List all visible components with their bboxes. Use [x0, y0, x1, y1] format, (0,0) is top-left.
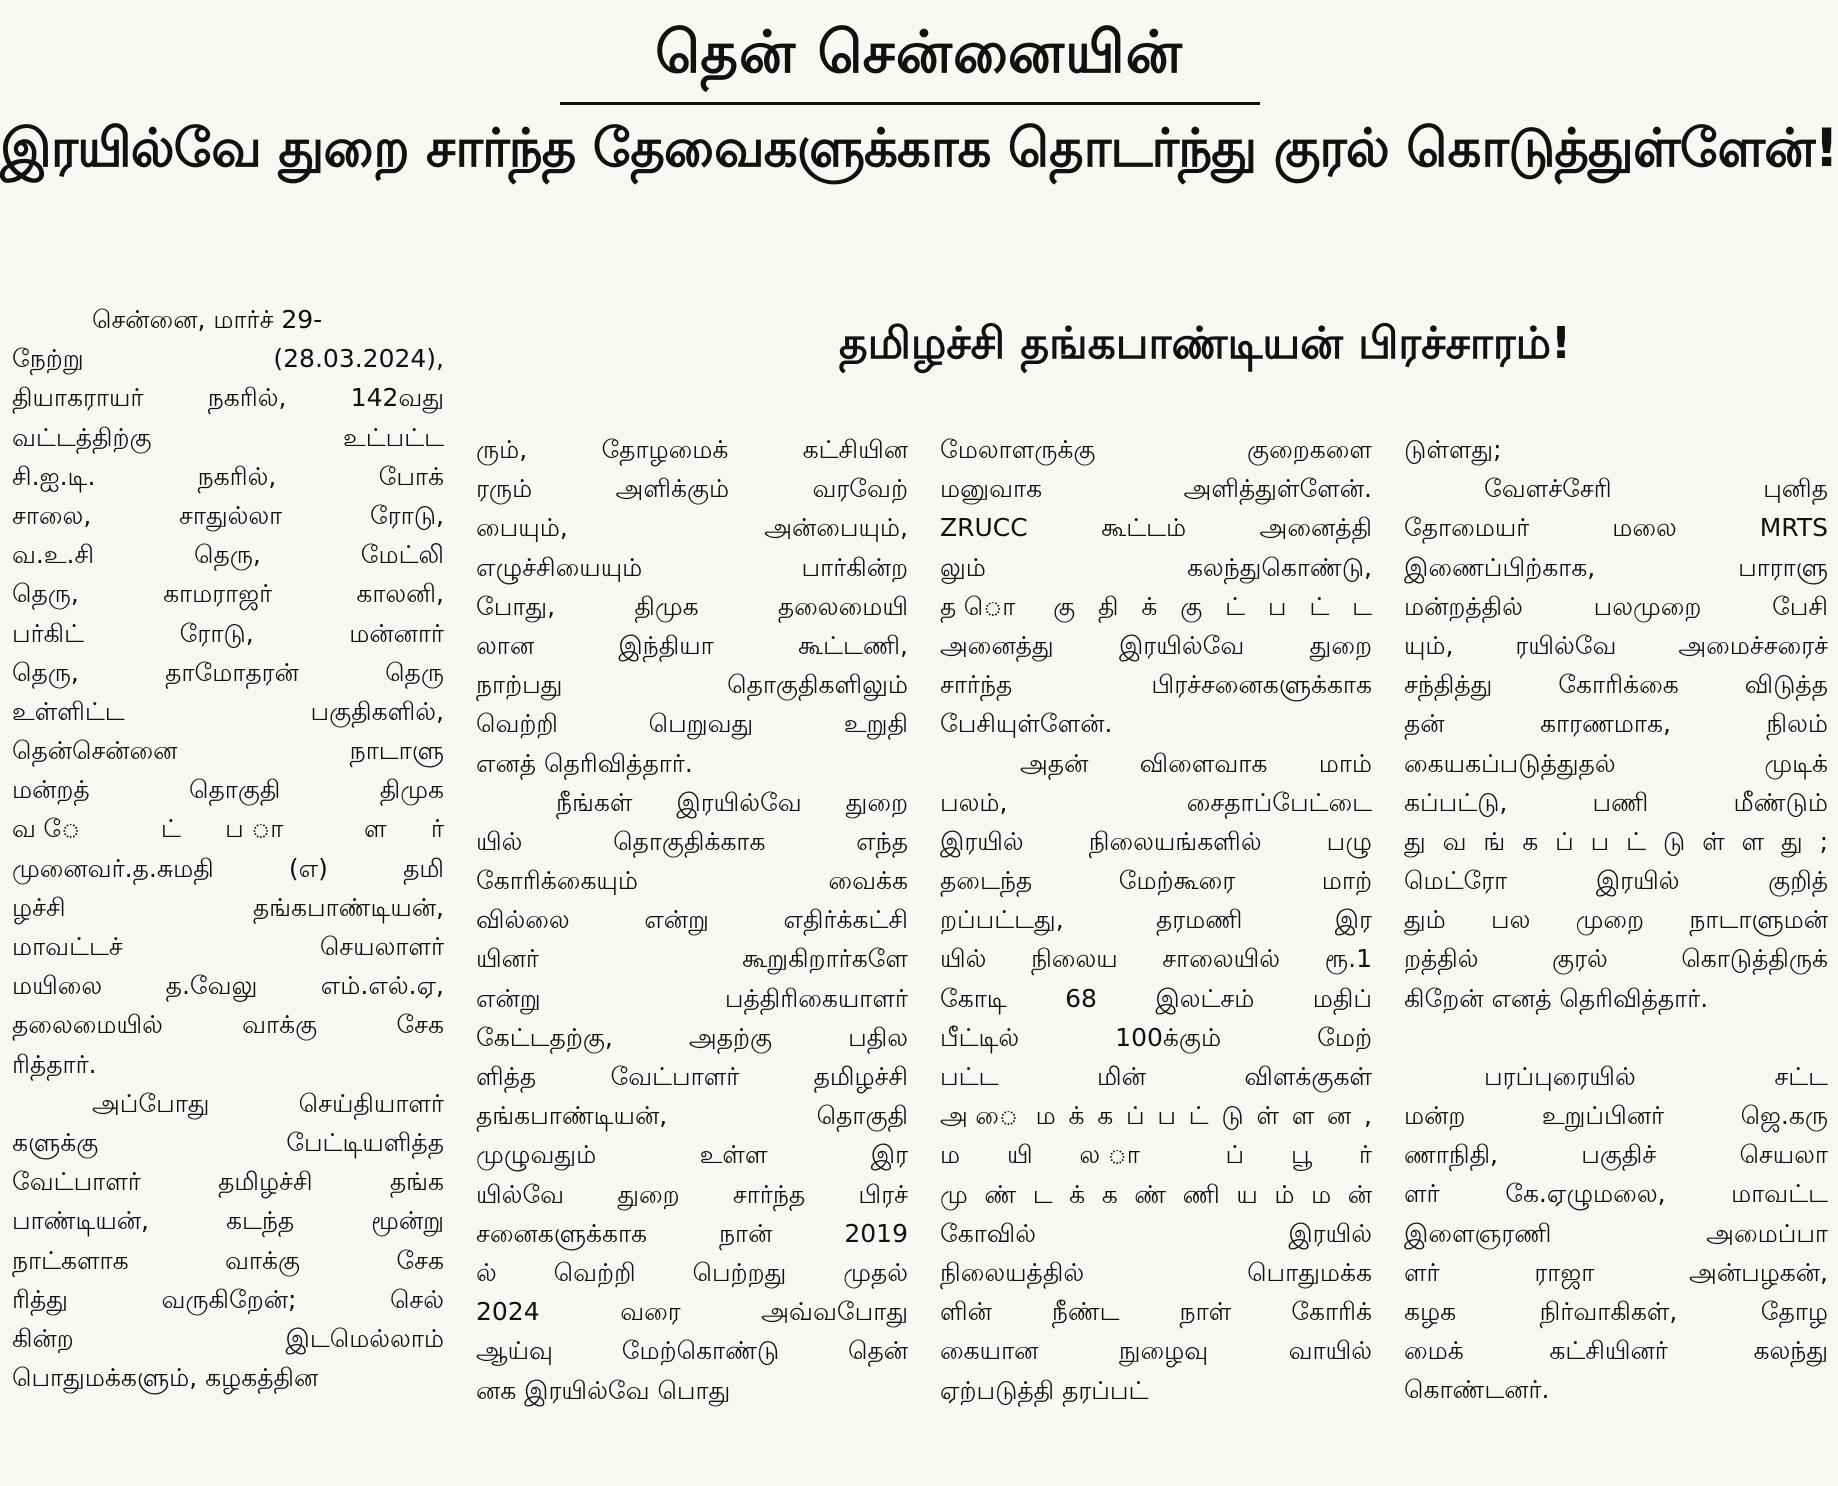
article-text-line: து வ ங் க ப் ப ட் டு ள் ள து ;	[1404, 826, 1828, 856]
article-text-line: ளின் நீண்ட நாள் கோரிக்	[940, 1297, 1372, 1327]
article-text-line: வில்லை என்று எதிர்க்கட்சி	[476, 905, 908, 935]
article-text-line: உள்ளிட்ட பகுதிகளில்,	[12, 696, 444, 726]
article-text-line: டுள்ளது;	[1404, 435, 1502, 464]
article-text-line: தோமையர் மலை MRTS	[1404, 513, 1828, 543]
article-text-line: வேளச்சேரி புனித	[1484, 474, 1828, 504]
article-text-line: மனுவாக அளித்துள்ளேன்.	[940, 474, 1372, 504]
article-text-line: நேற்று (28.03.2024),	[12, 344, 444, 374]
article-text-line: பேசியுள்ளேன்.	[940, 709, 1113, 739]
article-text-line: இணைப்பிற்காக, பாராளு	[1404, 552, 1828, 582]
article-text-line: கையகப்படுத்துதல் முடிக்	[1404, 748, 1828, 778]
article-text-line: கிறேன் எனத் தெரிவித்தார்.	[1404, 983, 1709, 1013]
article-text-line: கோவில் இரயில்	[940, 1218, 1372, 1248]
article-text-line: ழச்சி தங்கபாண்டியன்,	[12, 892, 444, 922]
article-column-2	[476, 430, 908, 1410]
article-text-line: எழுச்சியையும் பார்கின்ற	[476, 552, 908, 582]
article-text-line: ரித்து வருகிறேன்; செல்	[12, 1284, 444, 1314]
article-text-line: களுக்கு பேட்டியளித்த	[12, 1127, 444, 1157]
article-text-line: அ ை ம க் க ப் ப ட் டு ள் ள ன ,	[940, 1101, 1372, 1131]
article-text-line: லும் கலந்துகொண்டு,	[940, 552, 1372, 582]
article-text-line: றப்பட்டது, தரமணி இர	[940, 905, 1372, 935]
article-text-line: வ.உ.சி தெரு, மேட்லி	[12, 540, 444, 570]
article-text-line: தெரு, தாமோதரன் தெரு	[12, 657, 444, 687]
article-text-line: மாவட்டச் செயலாளர்	[12, 932, 444, 961]
kicker-title: தென் சென்னையின்	[655, 18, 1183, 86]
article-text-line: மெட்ரோ இரயில் குறித்	[1404, 866, 1828, 896]
article-text-line: பர்கிட் ரோடு, மன்னார்	[12, 618, 444, 648]
article-text-line: பொதுமக்களும், கழகத்தின	[12, 1363, 319, 1393]
article-text-line: பலம், சைதாப்பேட்டை	[940, 787, 1372, 817]
article-text-line: றத்தில் குரல் கொடுத்திருக்	[1404, 944, 1828, 974]
article-text-line: மன்றத் தொகுதி திமுக	[12, 775, 444, 805]
article-text-line: ஏற்படுத்தி தரப்பட்	[940, 1375, 1149, 1405]
article-text-line: மேலாளருக்கு குறைகளை	[940, 435, 1372, 464]
article-text-line: யும், ரயில்வே அமைச்சரைச்	[1404, 630, 1828, 660]
article-text-line: ரரும் அளிக்கும் வரவேற்	[476, 474, 908, 504]
article-column-3	[940, 430, 1372, 1410]
article-text-line: ணாநிதி, பகுதிச் செயலா	[1404, 1140, 1828, 1170]
article-text-line: தும் பல முறை நாடாளுமன்	[1404, 905, 1828, 935]
article-text-line: ம யி ல ா ப் பூ ர்	[940, 1140, 1372, 1170]
article-text-line: கோரிக்கையும் வைக்க	[476, 866, 908, 896]
article-text-line: ஆய்வு மேற்கொண்டு தென்	[476, 1336, 908, 1366]
article-text-line: யில்வே துறை சார்ந்த பிரச்	[476, 1179, 908, 1209]
article-text-line: யில் நிலைய சாலையில் ரூ.1	[940, 944, 1372, 974]
paragraph-gap	[1404, 1018, 1828, 1057]
article-text-line: நாற்பது தொகுதிகளிலும்	[476, 670, 908, 700]
article-text-line: கோடி 68 இலட்சம் மதிப்	[940, 983, 1372, 1013]
article-text-line: அதன் விளைவாக மாம்	[1020, 748, 1372, 778]
article-text-line: தென்சென்னை நாடாளு	[12, 736, 444, 766]
article-text-line: ளித்த வேட்பாளர் தமிழச்சி	[476, 1062, 908, 1091]
article-text-line: வேட்பாளர் தமிழச்சி தங்க	[12, 1167, 444, 1197]
article-text-line: ரித்தார்.	[12, 1049, 97, 1079]
article-text-line: கப்பட்டு, பணி மீண்டும்	[1404, 787, 1828, 817]
article-text-line: இளைஞரணி அமைப்பா	[1404, 1218, 1828, 1248]
article-text-line: சந்தித்து கோரிக்கை விடுத்த	[1404, 670, 1828, 700]
article-text-line: பையும், அன்பையும்,	[476, 513, 908, 543]
article-text-line: பீட்டில் 100க்கும் மேற்	[940, 1022, 1372, 1052]
article-text-line: கழக நிர்வாகிகள், தோழ	[1404, 1296, 1828, 1326]
article-text-line: தியாகராயர் நகரில், 142வது	[12, 383, 444, 413]
article-text-line: வட்டத்திற்கு உட்பட்ட	[12, 422, 444, 452]
subheadline: தமிழச்சி தங்கபாண்டியன் பிரச்சாரம்!	[838, 318, 1572, 369]
article-text-line: மன்ற உறுப்பினர் ஜெ.கரு	[1404, 1101, 1828, 1130]
article-text-line: பரப்புரையில் சட்ட	[1484, 1061, 1828, 1091]
article-text-line: கின்ற இடமெல்லாம்	[12, 1323, 444, 1353]
article-text-line: சி.ஐ.டி. நகரில், போக்	[12, 461, 444, 491]
article-text-line: னக இரயில்வே பொது	[476, 1375, 731, 1405]
article-column-1	[12, 300, 444, 1397]
article-text-line: தங்கபாண்டியன், தொகுதி	[476, 1101, 908, 1131]
article-text-line: யினர் கூறுகிறார்களே	[476, 944, 908, 974]
headline: இரயில்வே துறை சார்ந்த தேவைகளுக்காக தொடர்ந்து குரல் கொடுத்துள்ளேன்!	[0, 118, 1838, 179]
article-text-line: மைக் கட்சியினர் கலந்து	[1404, 1336, 1828, 1366]
article-text-line: த ொ கு தி க் கு ட் ப ட் ட	[940, 591, 1372, 621]
article-text-line: சாலை, சாதுல்லா ரோடு,	[12, 500, 444, 530]
article-text-line: சென்னை, மார்ச் 29-	[92, 305, 323, 334]
kicker-underline	[560, 102, 1260, 105]
article-text-line: 2024 வரை அவ்வபோது	[476, 1297, 908, 1327]
article-text-line: மன்றத்தில் பலமுறை பேசி	[1404, 591, 1828, 621]
article-text-line: அப்போது செய்தியாளர்	[92, 1088, 444, 1118]
article-text-line: மு ண் ட க் க ண் ணி ய ம் ம ன்	[940, 1179, 1372, 1209]
article-text-line: இரயில் நிலையங்களில் பழு	[940, 826, 1372, 856]
article-text-line: வ ே ட் ப ா ள ர்	[12, 814, 444, 844]
article-text-line: முனைவர்.த.சுமதி (எ) தமி	[12, 853, 444, 883]
article-text-line: பட்ட மின் விளக்குகள்	[940, 1062, 1372, 1091]
article-text-line: யில் தொகுதிக்காக எந்த	[476, 826, 908, 856]
article-text-line: ளர் ராஜா அன்பழகன்,	[1404, 1257, 1828, 1287]
article-text-line: தெரு, காமராஜர் காலனி,	[12, 579, 444, 609]
article-text-line: ரும், தோழமைக் கட்சியின	[476, 435, 908, 464]
article-text-line: ல் வெற்றி பெற்றது முதல்	[476, 1257, 908, 1287]
article-column-4	[1404, 430, 1828, 1410]
article-text-line: சார்ந்த பிரச்சனைகளுக்காக	[940, 670, 1372, 700]
article-text-line: அனைத்து இரயில்வே துறை	[940, 630, 1372, 660]
article-text-line: தலைமையில் வாக்கு சேக	[12, 1010, 444, 1040]
article-text-line: என்று பத்திரிகையாளர்	[476, 983, 908, 1013]
article-text-line: மயிலை த.வேலு எம்.எல்.ஏ,	[12, 971, 444, 1001]
article-text-line: முழுவதும் உள்ள இர	[476, 1140, 908, 1170]
article-text-line: வெற்றி பெறுவது உறுதி	[476, 709, 908, 739]
article-text-line: எனத் தெரிவித்தார்.	[476, 748, 693, 778]
article-text-line: போது, திமுக தலைமையி	[476, 591, 908, 621]
article-text-line: பாண்டியன், கடந்த மூன்று	[12, 1206, 444, 1236]
article-text-line: கொண்டனர்.	[1404, 1375, 1550, 1405]
article-text-line: நீங்கள் இரயில்வே துறை	[556, 787, 908, 817]
article-text-line: தன் காரணமாக, நிலம்	[1404, 709, 1828, 739]
article-text-line: லான இந்தியா கூட்டணி,	[476, 630, 908, 660]
article-text-line: ளர் கே.ஏழுமலை, மாவட்ட	[1404, 1179, 1828, 1209]
article-text-line: தடைந்த மேற்கூரை மாற்	[940, 866, 1372, 896]
article-text-line: கேட்டதற்கு, அதற்கு பதில	[476, 1022, 908, 1052]
article-text-line: ZRUCC கூட்டம் அனைத்தி	[940, 513, 1372, 543]
article-text-line: நிலையத்தில் பொதுமக்க	[940, 1257, 1372, 1287]
article-text-line: கையான நுழைவு வாயில்	[940, 1336, 1372, 1366]
article-text-line: நாட்களாக வாக்கு சேக	[12, 1245, 444, 1275]
article-text-line: சனைகளுக்காக நான் 2019	[476, 1218, 908, 1248]
